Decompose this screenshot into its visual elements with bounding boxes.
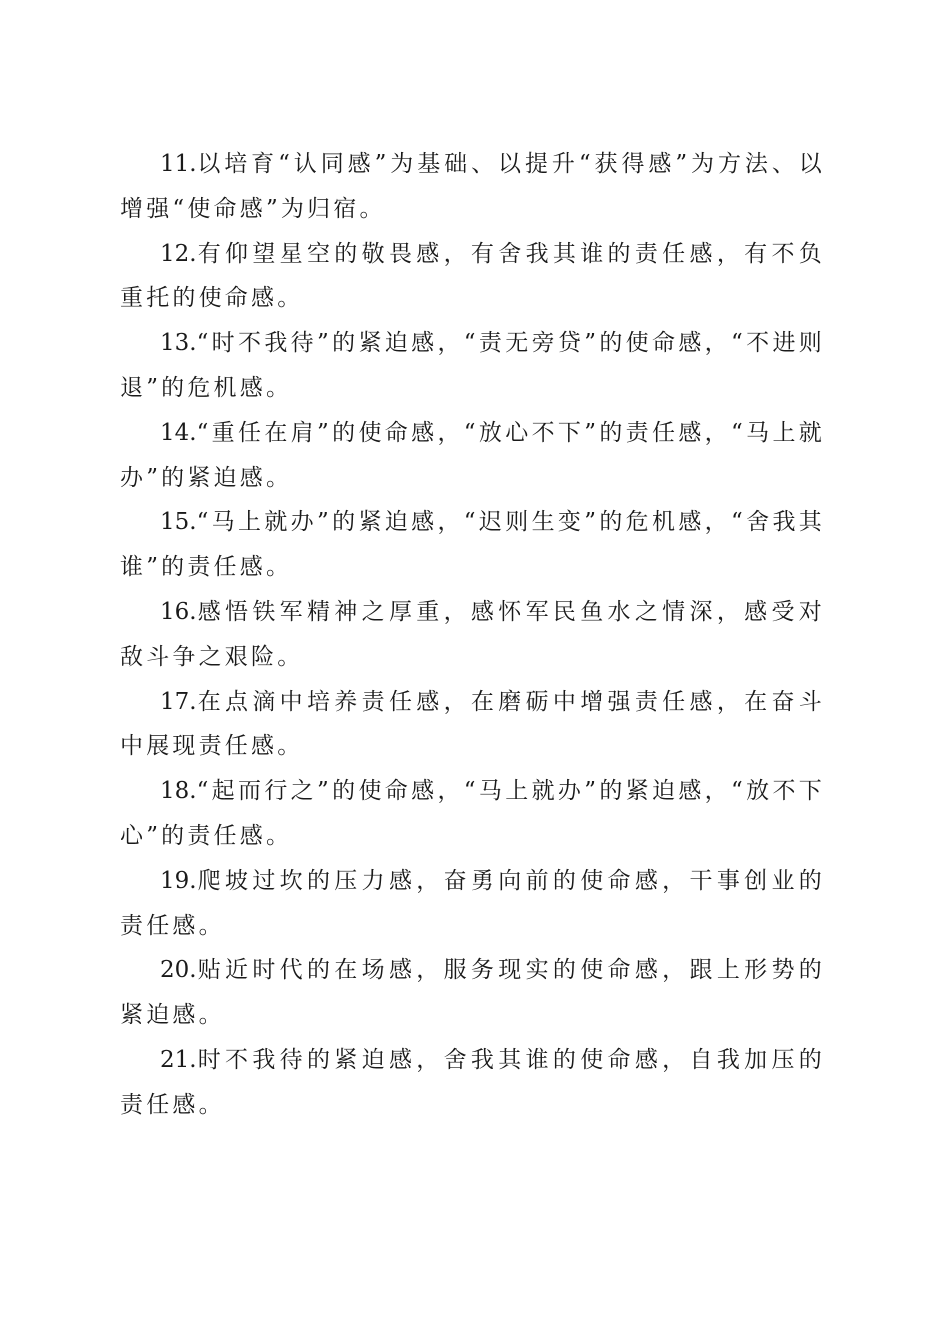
item-number: 19. bbox=[160, 867, 197, 894]
list-item bbox=[120, 500, 825, 590]
item-text: 贴近时代的在场感，服务现实的使命感，跟上形势的紧迫感。 bbox=[120, 957, 825, 1029]
item-text: 以培育“认同感”为基础、以提升“获得感”为方法、以增强“使命感”为归宿。 bbox=[120, 151, 825, 222]
item-number: 20. bbox=[160, 957, 197, 984]
list-item bbox=[120, 948, 825, 1038]
item-text: “时不我待”的紧迫感，“责无旁贷”的使命感，“不进则退”的危机感。 bbox=[120, 330, 825, 401]
list-item bbox=[120, 859, 825, 949]
list-item bbox=[120, 411, 825, 501]
item-text: 爬坡过坎的压力感，奋勇向前的使命感，干事创业的责任感。 bbox=[120, 867, 825, 939]
item-text: “马上就办”的紧迫感，“迟则生变”的危机感，“舍我其谁”的责任感。 bbox=[120, 509, 825, 581]
list-item bbox=[120, 769, 825, 859]
list-item bbox=[120, 142, 825, 232]
item-number: 15. bbox=[160, 509, 197, 536]
item-text: 有仰望星空的敬畏感，有舍我其谁的责任感，有不负重托的使命感。 bbox=[120, 240, 825, 312]
item-number: 18. bbox=[160, 778, 197, 805]
item-text: “重任在肩”的使命感，“放心不下”的责任感，“马上就办”的紧迫感。 bbox=[120, 419, 825, 491]
list-item bbox=[120, 1038, 825, 1128]
item-number: 21. bbox=[160, 1046, 197, 1073]
list-item bbox=[120, 590, 825, 680]
list-item bbox=[120, 232, 825, 322]
item-text: 时不我待的紧迫感，舍我其谁的使命感，自我加压的责任感。 bbox=[120, 1046, 825, 1118]
item-number: 12. bbox=[160, 240, 197, 267]
item-number: 16. bbox=[160, 598, 197, 625]
item-text: 在点滴中培养责任感，在磨砺中增强责任感，在奋斗中展现责任感。 bbox=[120, 688, 825, 760]
document-body bbox=[120, 142, 825, 1128]
item-number: 14. bbox=[160, 419, 197, 446]
item-text: 感悟铁军精神之厚重，感怀军民鱼水之情深，感受对敌斗争之艰险。 bbox=[120, 598, 825, 670]
item-number: 13. bbox=[160, 330, 197, 357]
item-number: 17. bbox=[160, 688, 197, 715]
list-item bbox=[120, 680, 825, 770]
item-text: “起而行之”的使命感，“马上就办”的紧迫感，“放不下心”的责任感。 bbox=[120, 778, 825, 849]
item-number: 11. bbox=[160, 151, 197, 177]
list-item bbox=[120, 321, 825, 411]
